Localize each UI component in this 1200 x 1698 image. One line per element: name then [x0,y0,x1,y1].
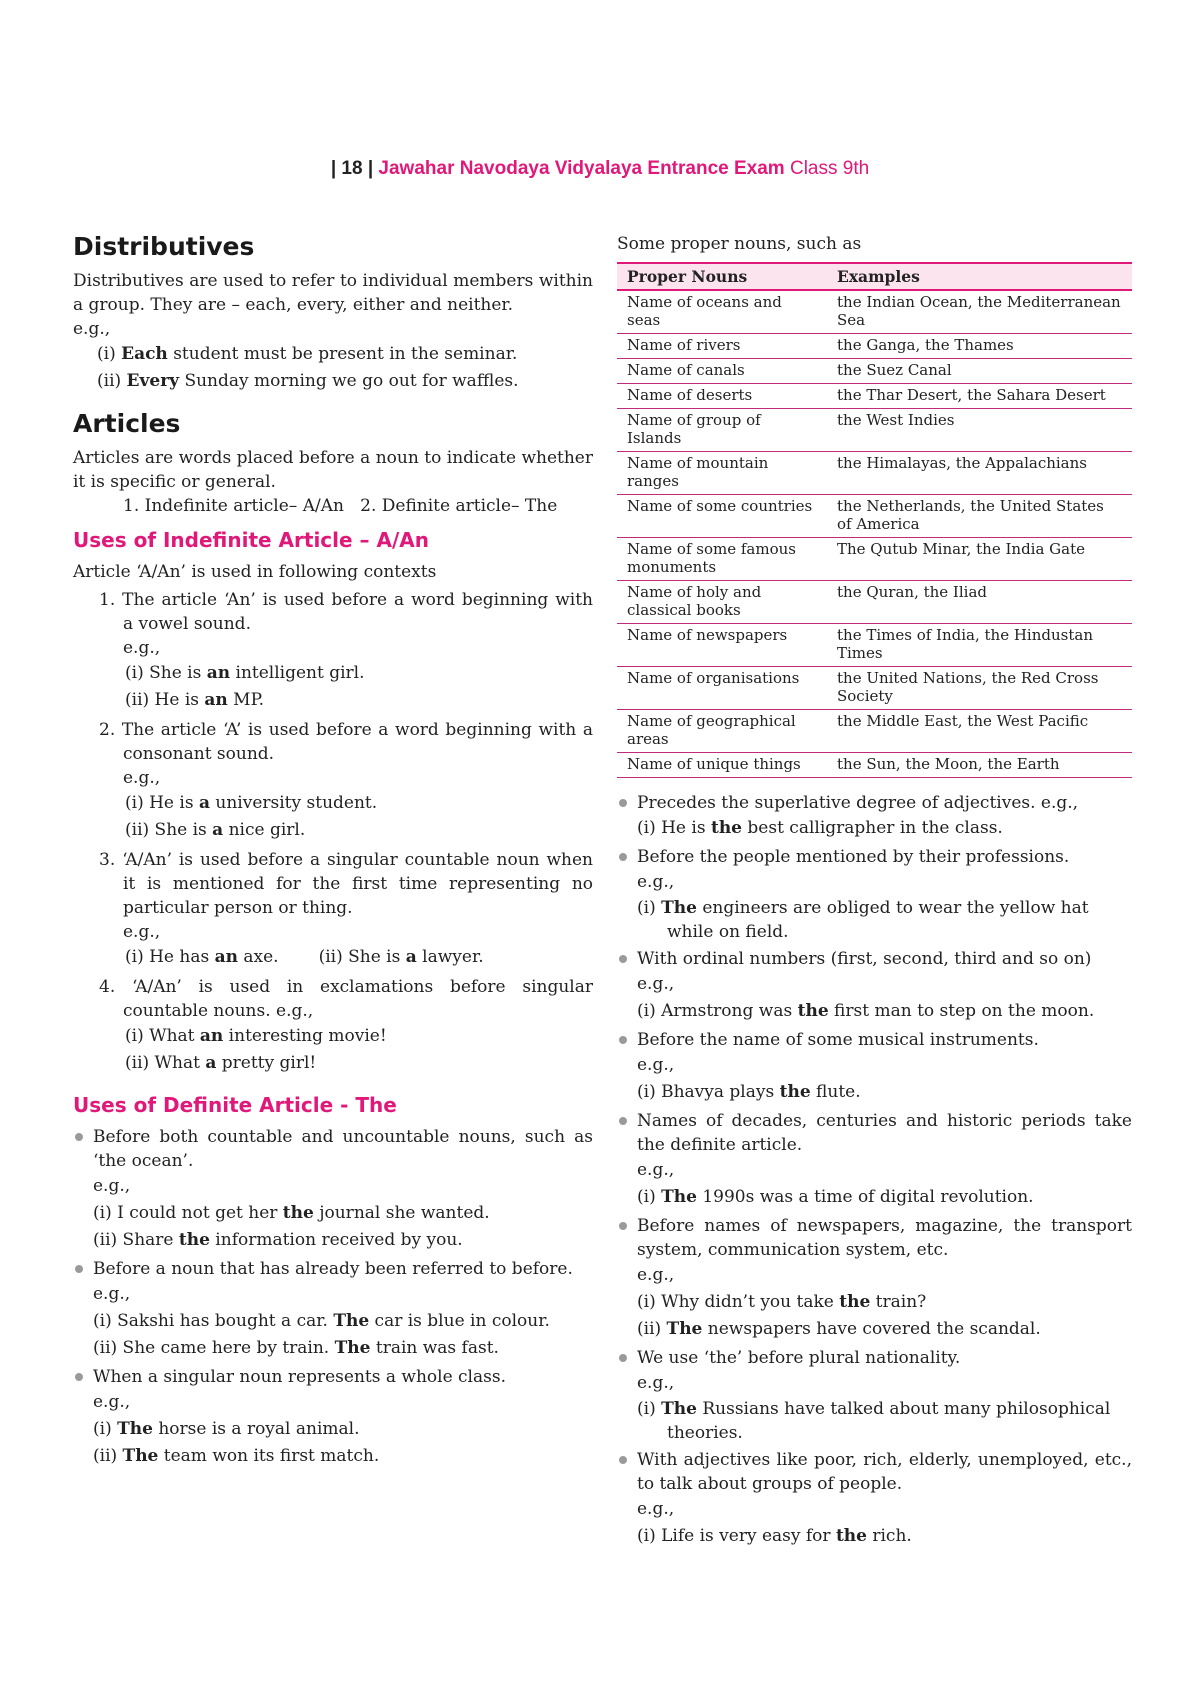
example-line: (i) The 1990s was a time of digital revolution. [637,1187,1034,1207]
eg-label: e.g., [123,922,161,942]
eg-label: e.g., [93,1284,131,1304]
proper-noun-cell: Name of geographical areas [617,710,827,753]
left-column [73,232,593,1470]
table-row [617,581,1132,624]
book-class: Class 9th [789,158,870,179]
example-cell: The Qutub Minar, the India Gate [827,538,1132,581]
article-types: 1. Indefinite article– A/An 2. Definite article– The [123,496,558,516]
indefinite-heading: Uses of Indefinite Article – A/An [73,528,430,552]
example-line: (i) He is the best calligrapher in the class. [637,818,1003,838]
proper-noun-cell: Name of some countries [617,495,827,538]
proper-noun-cell: Name of deserts [617,384,827,409]
eg-label: e.g., [93,1176,131,1196]
example-line: (ii) What a pretty girl! [125,1053,317,1073]
eg-label: e.g., [637,1373,675,1393]
definite-rule: With adjectives like poor, rich, elderly, unemployed, etc., to talk about groups of people. [617,1448,1132,1496]
example-cell: the Indian Ocean, the Mediterranean Sea [827,290,1132,334]
proper-noun-cell: Name of newspapers [617,624,827,667]
eg-label: e.g., [93,1392,131,1412]
proper-nouns-intro: Some proper nouns, such as [617,234,862,254]
example-line: (i) Armstrong was the first man to step on the moon. [637,1001,1095,1021]
definite-rule: Names of decades, centuries and historic periods take the definite article. [617,1109,1132,1157]
proper-noun-cell: Name of group of Islands [617,409,827,452]
proper-noun-cell: Name of holy and classical books [617,581,827,624]
definite-rule: We use ‘the’ before plural nationality. [617,1346,1132,1370]
column-header: Proper Nouns [617,263,827,290]
table-header-row [617,263,1132,290]
example-line: (ii) Every Sunday morning we go out for waffles. [97,371,519,391]
table-body [617,290,1132,778]
distributives-description: Distributives are used to refer to individual members within a group. They are – each, every, either and neither. [73,271,593,315]
example-line: (ii) The newspapers have covered the scandal. [637,1319,1041,1339]
definite-heading: Uses of Definite Article - The [73,1093,397,1117]
indefinite-rule-1: 1. The article ‘An’ is used before a word beginning with a vowel sound. [99,590,593,634]
table-row [617,753,1132,778]
eg-label: e.g., [637,1499,675,1519]
example-line: (i) He is a university student. [125,793,378,813]
indefinite-intro: Article ‘A/An’ is used in following contexts [73,562,437,582]
column-header: Examples [827,263,1132,290]
table-row [617,334,1132,359]
example-line: (i) She is an intelligent girl. [125,663,365,683]
table-row [617,384,1132,409]
example-cell: the Sun, the Moon, the Earth [827,753,1132,778]
indefinite-rule-3: 3. ‘A/An’ is used before a singular countable noun when it is mentioned for the first time representing no particular person or thing. [99,850,593,918]
definite-rule: Before names of newspapers, magazine, the transport system, communication system, etc. [617,1214,1132,1262]
book-title: Jawahar Navodaya Vidyalaya Entrance Exam [378,158,785,179]
table-row [617,538,1132,581]
right-column [617,232,1132,1550]
indefinite-rule-2: 2. The article ‘A’ is used before a word beginning with a consonant sound. [99,720,593,764]
example-cell: the Netherlands, the United States of America [827,495,1132,538]
table-row [617,624,1132,667]
example-line: (i) The engineers are obliged to wear the yellow hat while on field. [637,898,1089,942]
table-row [617,495,1132,538]
proper-nouns-table [617,262,1132,778]
proper-noun-cell: Name of unique things [617,753,827,778]
proper-noun-cell: Name of mountain ranges [617,452,827,495]
proper-noun-cell: Name of organisations [617,667,827,710]
example-cell: the Middle East, the West Pacific [827,710,1132,753]
table-row [617,710,1132,753]
definite-rule: When a singular noun represents a whole class. [73,1365,593,1389]
definite-rule: Before both countable and uncountable nouns, such as ‘the ocean’. [73,1125,593,1173]
eg-label: e.g., [637,1265,675,1285]
table-row [617,290,1132,334]
definite-rule: With ordinal numbers (first, second, third and so on) [617,947,1132,971]
example-line: (i) I could not get her the journal she wanted. [93,1203,490,1223]
eg-label: e.g., [637,1055,675,1075]
definite-rule: Before the people mentioned by their professions. [617,845,1132,869]
eg-label: e.g., [123,768,161,788]
proper-noun-cell: Name of some famous monuments [617,538,827,581]
definite-rule: Before a noun that has already been referred to before. [73,1257,593,1281]
example-cell: the Suez Canal [827,359,1132,384]
example-line: (ii) Share the information received by you. [93,1230,463,1250]
articles-description: Articles are words placed before a noun to indicate whether it is specific or general. [73,448,593,492]
table-row [617,452,1132,495]
example-cell: the West Indies [827,409,1132,452]
eg-label: e.g., [73,319,111,339]
definite-rule: Before the name of some musical instruments. [617,1028,1132,1052]
table-row [617,409,1132,452]
example-line: (i) The Russians have talked about many philosophical theories. [637,1399,1111,1443]
example-line: (ii) She is a nice girl. [125,820,306,840]
page-header [0,158,1200,180]
example-cell: the Thar Desert, the Sahara Desert [827,384,1132,409]
example-line: (i) Each student must be present in the seminar. [97,344,518,364]
example-line: (i) Life is very easy for the rich. [637,1526,912,1546]
eg-label: e.g., [637,974,675,994]
articles-heading: Articles [73,409,181,438]
example-line: (ii) She came here by train. The train was fast. [93,1338,499,1358]
proper-noun-cell: Name of canals [617,359,827,384]
table-row [617,667,1132,710]
distributives-heading: Distributives [73,232,255,261]
eg-label: e.g., [123,638,161,658]
proper-noun-cell: Name of rivers [617,334,827,359]
example-line: (ii) He is an MP. [125,690,264,710]
definite-rule: Precedes the superlative degree of adjectives. e.g., [617,791,1132,815]
example-line: (i) Bhavya plays the flute. [637,1082,861,1102]
page-number: | 18 | [330,158,374,179]
example-cell: the Ganga, the Thames [827,334,1132,359]
example-line: (i) Sakshi has bought a car. The car is blue in colour. [93,1311,550,1331]
proper-noun-cell: Name of oceans and seas [617,290,827,334]
example-line: (i) Why didn’t you take the train? [637,1292,927,1312]
eg-label: e.g., [637,872,675,892]
example-cell: the Times of India, the Hindustan Times [827,624,1132,667]
example-cell: the United Nations, the Red Cross Society [827,667,1132,710]
eg-label: e.g., [637,1160,675,1180]
example-line: (i) The horse is a royal animal. [93,1419,360,1439]
example-line: (i) He has an axe. (ii) She is a lawyer. [125,947,484,967]
indefinite-rule-4: 4. ‘A/An’ is used in exclamations before singular countable nouns. e.g., [99,977,593,1021]
example-cell: the Himalayas, the Appalachians [827,452,1132,495]
example-cell: the Quran, the Iliad [827,581,1132,624]
table-row [617,359,1132,384]
example-line: (i) What an interesting movie! [125,1026,387,1046]
example-line: (ii) The team won its first match. [93,1446,380,1466]
